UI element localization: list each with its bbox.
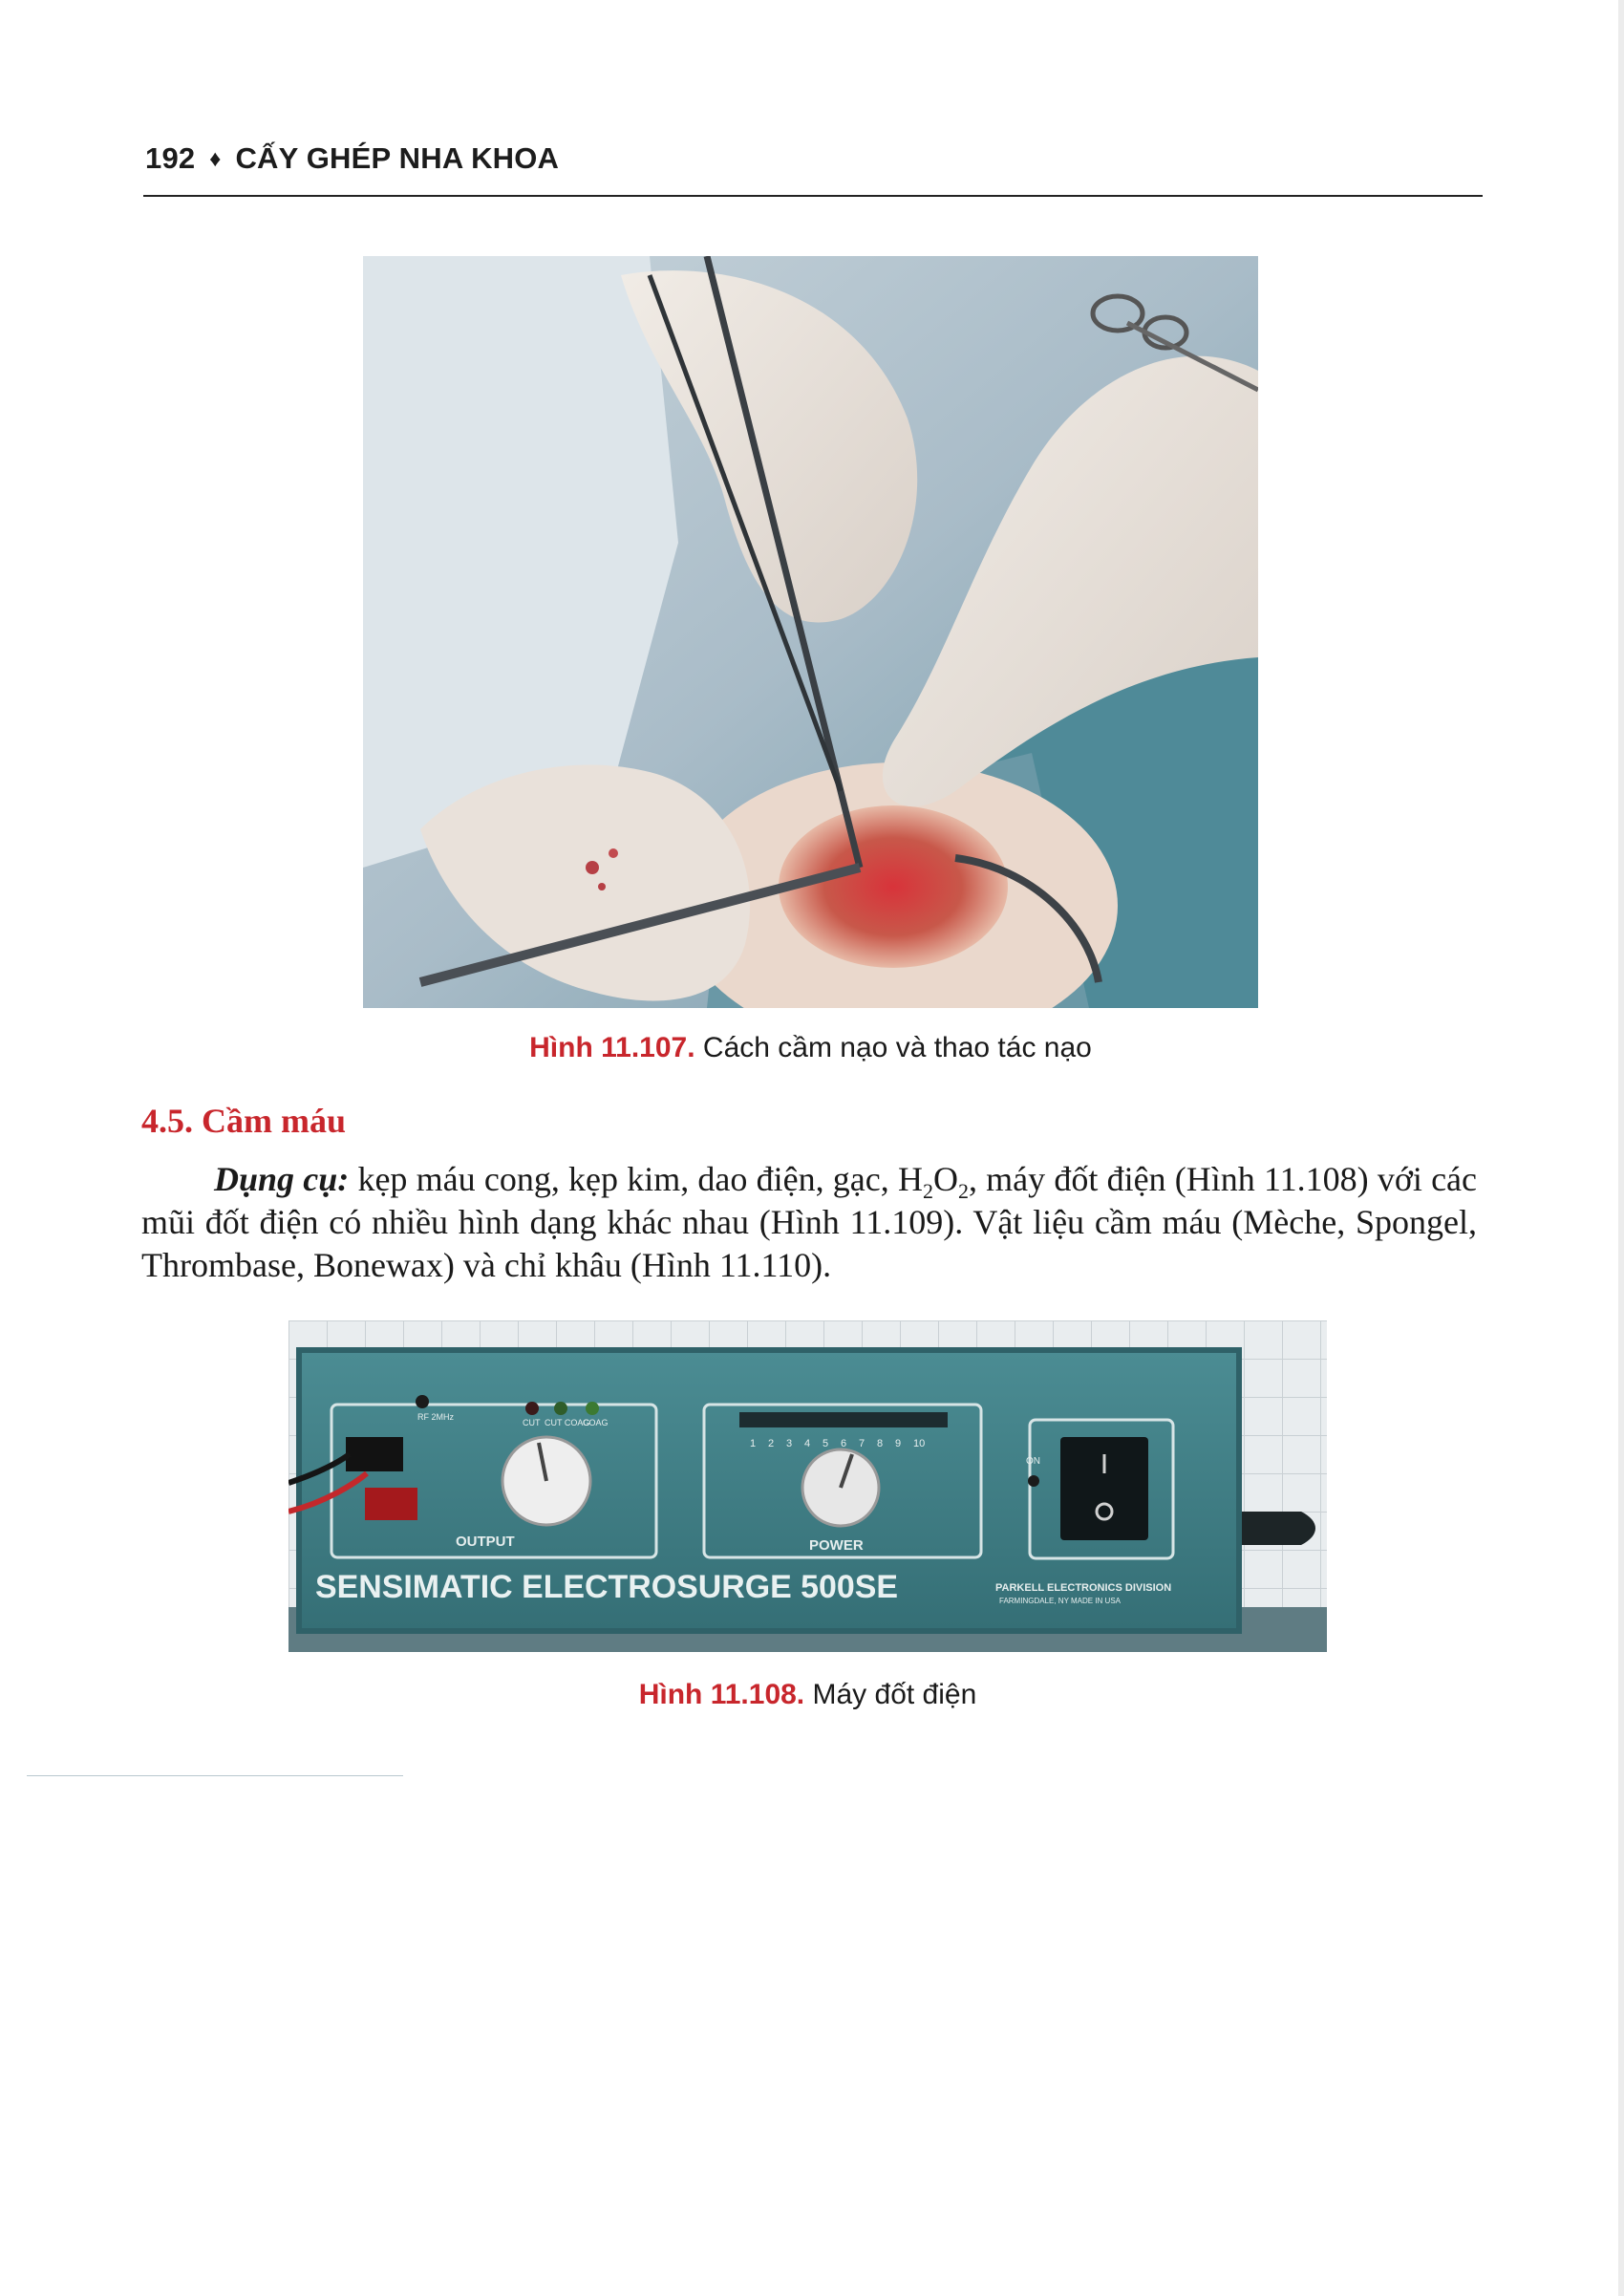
paragraph-text-a: kẹp máu cong, kẹp kim, dao điện, gạc, H bbox=[349, 1160, 923, 1198]
scale-tick: 3 bbox=[786, 1438, 793, 1449]
scale-tick: 6 bbox=[841, 1438, 847, 1449]
figure-108-text: Máy đốt điện bbox=[812, 1679, 977, 1710]
paragraph-lead: Dụng cụ: bbox=[214, 1160, 350, 1198]
subscript-h: 2 bbox=[922, 1179, 933, 1204]
rf-label: RF 2MHz bbox=[417, 1412, 454, 1422]
scale-tick: 9 bbox=[895, 1438, 902, 1449]
scale-tick: 5 bbox=[823, 1438, 829, 1449]
figure-107-number: Hình 11.107. bbox=[529, 1032, 695, 1063]
scale-tick: 7 bbox=[859, 1438, 865, 1449]
faint-scan-line bbox=[27, 1775, 403, 1776]
output-label: OUTPUT bbox=[456, 1534, 515, 1550]
figure-108-caption bbox=[288, 1679, 1327, 1711]
body-paragraph bbox=[141, 1158, 1477, 1287]
cut-coag-label: CUT COAG bbox=[545, 1418, 590, 1427]
cut-label: CUT bbox=[523, 1418, 541, 1427]
header-rule bbox=[143, 195, 1483, 197]
section-title: 4.5. Cầm máu bbox=[141, 1102, 346, 1140]
scan-edge bbox=[1618, 0, 1624, 2296]
running-header bbox=[145, 141, 1481, 176]
paragraph-text-b: O bbox=[932, 1160, 958, 1198]
paragraph-text-c: , máy đốt điện (Hình 11.108) với các mũi đốt điện có nhiều hình dạng khác nhau (Hình 11.109). Vật liệu cầm máu (Mèche, Spongel, Thrombase, Bonewax) và chỉ khâu (Hình 11.110). bbox=[141, 1160, 1478, 1284]
figure-107-text: Cách cầm nạo và thao tác nạo bbox=[702, 1032, 1092, 1063]
page-number: 192 bbox=[145, 141, 196, 175]
scale-tick: 10 bbox=[913, 1438, 926, 1449]
scale-tick: 4 bbox=[804, 1438, 811, 1449]
figure-107-caption bbox=[363, 1032, 1258, 1064]
subscript-o: 2 bbox=[957, 1179, 969, 1204]
coag-label: COAG bbox=[583, 1418, 609, 1427]
device-brand: SENSIMATIC ELECTROSURGE 500SE bbox=[315, 1569, 898, 1605]
scale-tick: 2 bbox=[768, 1438, 775, 1449]
power-label: POWER bbox=[809, 1537, 864, 1554]
maker-line-2: FARMINGDALE, NY MADE IN USA bbox=[999, 1597, 1121, 1605]
surgery-photo bbox=[363, 256, 1258, 1008]
diamond-separator-icon: ♦ bbox=[209, 146, 222, 172]
electrosurge-photo bbox=[288, 1320, 1327, 1652]
scale-tick: 1 bbox=[750, 1438, 757, 1449]
figure-108-number: Hình 11.108. bbox=[638, 1679, 805, 1710]
scale-tick: 8 bbox=[877, 1438, 884, 1449]
maker-line-1: PARKELL ELECTRONICS DIVISION bbox=[995, 1582, 1172, 1594]
on-label: ON bbox=[1026, 1456, 1040, 1467]
book-title: CẤY GHÉP NHA KHOA bbox=[235, 141, 560, 175]
